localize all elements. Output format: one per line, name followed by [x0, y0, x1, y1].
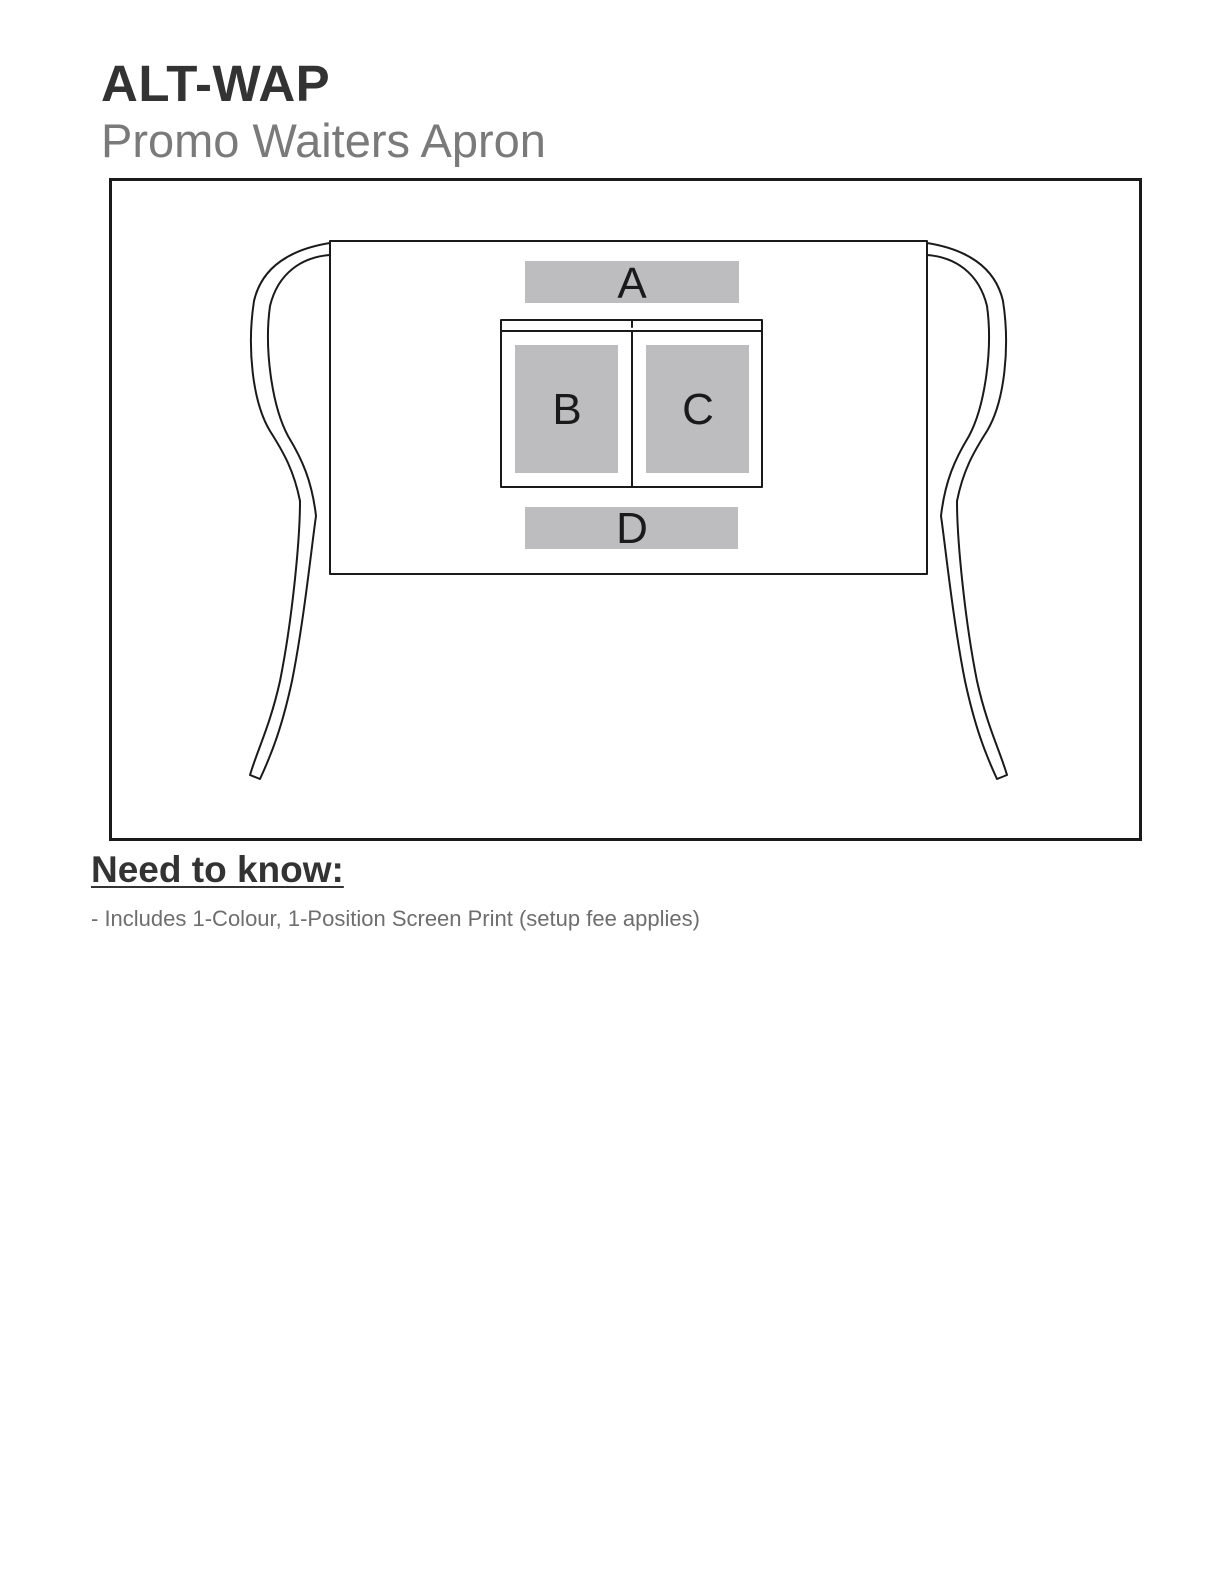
zone-label-b: B [552, 385, 582, 434]
need-to-know-list [91, 906, 700, 932]
product-code: ALT-WAP [101, 55, 331, 112]
apron-diagram [109, 178, 1142, 841]
right-apron-tie [927, 243, 1007, 779]
apron-illustration [112, 181, 1139, 838]
need-to-know-heading: Need to know: [91, 849, 344, 890]
product-name: Promo Waiters Apron [101, 114, 546, 167]
left-apron-tie [250, 243, 330, 779]
zone-label-d: D [616, 504, 648, 553]
zone-label-c: C [682, 385, 714, 434]
zone-label-a: A [617, 259, 647, 308]
list-item: - Includes 1-Colour, 1-Position Screen Print (setup fee applies) [91, 906, 700, 931]
